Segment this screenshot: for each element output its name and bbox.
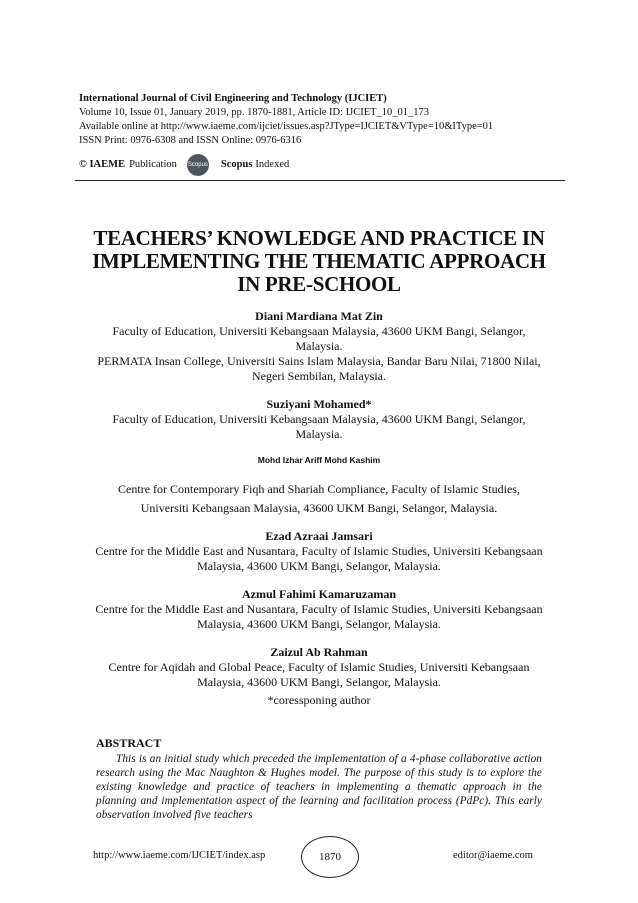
header-divider — [75, 180, 565, 181]
scopus-logo-icon: Scopus — [187, 154, 209, 176]
author-name: Ezad Azraai Jamsari — [265, 529, 373, 543]
author-name: Diani Mardiana Mat Zin — [255, 309, 383, 323]
author-affiliation-line: Negeri Sembilan, Malaysia. — [252, 369, 386, 383]
spacer — [60, 574, 578, 587]
author-name: Suziyani Mohamed* — [266, 397, 372, 411]
spacer — [60, 384, 578, 397]
author-list — [60, 309, 578, 708]
abstract-body: This is an initial study which preceded the implementation of a 4-phase collaborative action research using the Mac Naughton & Hughes model. The purpose of this study is to explore the existing knowledge and practice of teachers in implementing a thematic approach in the planning and implementation aspect of the learning and facilitation process (PdPc). This early observation involved five teachers — [96, 753, 542, 821]
corresponding-author-note: *coressponing author — [267, 693, 371, 707]
page-number: 1870 — [301, 836, 359, 878]
indexed-label: Indexed — [255, 159, 290, 170]
author-affiliation-line: Malaysia, 43600 UKM Bangi, Selangor, Malaysia. — [197, 559, 441, 573]
abstract-section — [96, 736, 542, 822]
spacer — [60, 442, 578, 453]
page-footer — [0, 836, 638, 876]
scopus-label: Scopus — [220, 159, 253, 170]
author-affiliation-line: Malaysia. — [295, 339, 343, 353]
spacer — [60, 468, 578, 482]
title-line: IMPLEMENTING THE THEMATIC APPROACH — [92, 249, 546, 273]
author-affiliation-line: Centre for the Middle East and Nusantara, Faculty of Islamic Studies, Universiti Kebangsaan — [95, 544, 543, 558]
journal-header — [79, 92, 559, 177]
title-line: IN PRE-SCHOOL — [237, 272, 401, 296]
author-affiliation-line: PERMATA Insan College, Universiti Sains Islam Malaysia, Bandar Baru Nilai, 71800 Nilai, — [97, 354, 541, 368]
issn-line: ISSN Print: 0976-6308 and ISSN Online: 0976-6316 — [79, 135, 302, 146]
author-affiliation-line: Malaysia. — [295, 427, 343, 441]
author-affiliation-line: Universiti Kebangsaan Malaysia, 43600 UKM Bangi, Selangor, Malaysia. — [140, 501, 498, 515]
iaeme-label: © IAEME — [79, 159, 126, 170]
journal-name: International Journal of Civil Engineering and Technology (IJCIET) — [79, 93, 387, 104]
author-affiliation-line: Faculty of Education, Universiti Kebangsaan Malaysia, 43600 UKM Bangi, Selangor, — [112, 412, 526, 426]
paper-title — [62, 227, 576, 296]
author-affiliation-line: Centre for Contemporary Fiqh and Shariah Compliance, Faculty of Islamic Studies, — [118, 482, 520, 496]
volume-line: Volume 10, Issue 01, January 2019, pp. 1870-1881, Article ID: IJCIET_10_01_173 — [79, 107, 430, 118]
author-affiliation-line: Malaysia, 43600 UKM Bangi, Selangor, Malaysia. — [197, 675, 441, 689]
author-name: Azmul Fahimi Kamaruzaman — [242, 587, 396, 601]
publisher-row — [79, 153, 559, 177]
author-affiliation-line: Centre for Aqidah and Global Peace, Faculty of Islamic Studies, Universiti Kebangsaan — [108, 660, 530, 674]
spacer — [60, 516, 578, 529]
author-affiliation-line: Faculty of Education, Universiti Kebangsaan Malaysia, 43600 UKM Bangi, Selangor, — [112, 324, 526, 338]
publication-label: Publication — [129, 159, 177, 170]
author-affiliation-line: Centre for the Middle East and Nusantara, Faculty of Islamic Studies, Universiti Kebangsaan — [95, 602, 543, 616]
spacer — [60, 632, 578, 645]
footer-url-link[interactable]: http://www.iaeme.com/IJCIET/index.asp — [93, 850, 266, 861]
author-affiliation-line: Malaysia, 43600 UKM Bangi, Selangor, Malaysia. — [197, 617, 441, 631]
abstract-heading: ABSTRACT — [96, 736, 162, 750]
title-line: TEACHERS’ KNOWLEDGE AND PRACTICE IN — [93, 226, 545, 250]
available-online-line: Available online at http://www.iaeme.com/ijciet/issues.asp?JType=IJCIET&VType=10&IType=01 — [79, 121, 494, 132]
footer-email-link[interactable]: editor@iaeme.com — [453, 850, 533, 861]
author-name: Zaizul Ab Rahman — [270, 645, 368, 659]
author-name: Mohd Izhar Ariff Mohd Kashim — [257, 455, 381, 465]
